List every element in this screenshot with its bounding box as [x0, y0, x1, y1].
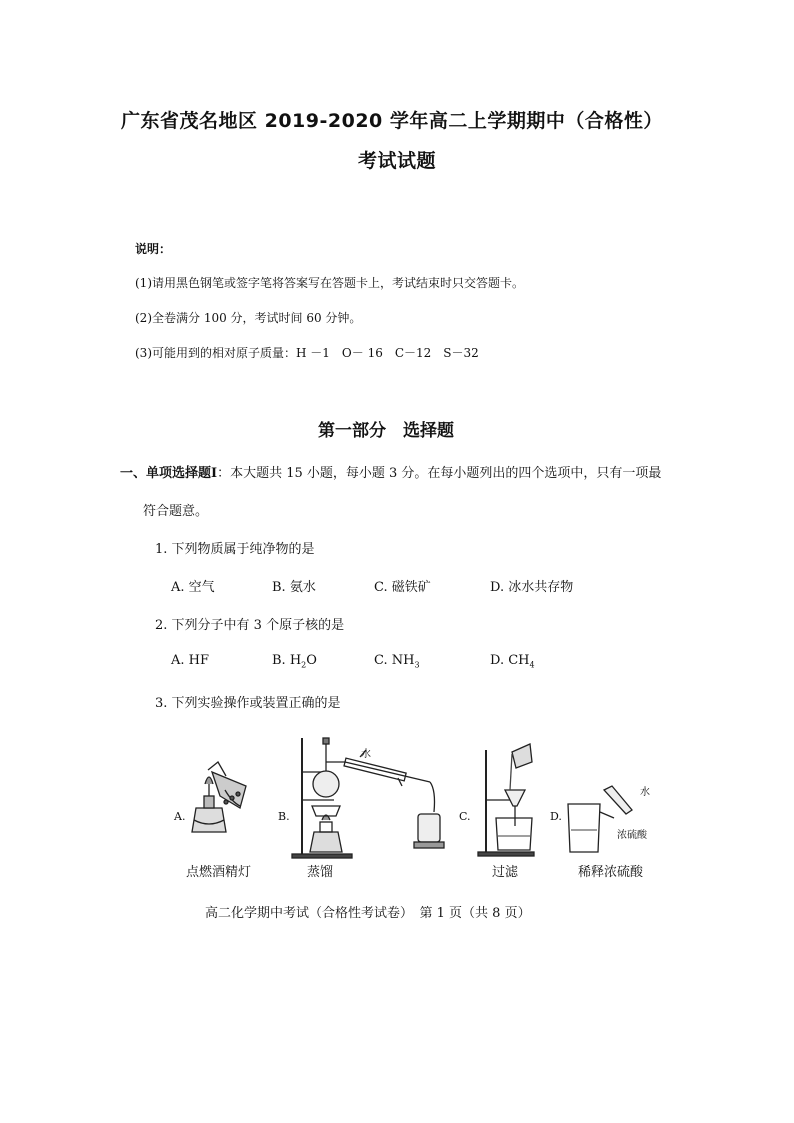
question-1-option-d: D. 冰水共存物 [490, 580, 574, 595]
panel-a-letter: A. [174, 810, 186, 823]
question-2-option-a: A. HF [171, 653, 210, 668]
page-title: 广东省茂名地区 2019-2020 学年高二上学期期中（合格性） [121, 110, 663, 132]
caption-a: 点燃酒精灯 [186, 865, 252, 880]
note-item-3: (3)可能用到的相对原子质量：H －1 O－ 16 C－12 S－32 [135, 346, 479, 360]
question-1-option-c: C. 磁铁矿 [374, 580, 431, 595]
panel-d-letter: D. [550, 810, 562, 823]
caption-b: 蒸馏 [307, 865, 334, 880]
page-subtitle: 考试试题 [358, 150, 437, 172]
caption-c: 过滤 [492, 865, 519, 880]
label-water-dilution: 水 [640, 787, 650, 798]
label-concentrated-acid: 浓硫酸 [617, 830, 647, 841]
question-3-stem: 3. 下列实验操作或装置正确的是 [155, 696, 341, 711]
alcohol-lamp-illustration [192, 762, 246, 832]
instruction-text: ：本大题共 15 小题，每小题 3 分。在每小题列出的四个选项中，只有一项最 [217, 466, 662, 481]
section-title: 第一部分 选择题 [318, 421, 454, 441]
instruction-label: 一、单项选择题Ⅰ [120, 466, 218, 481]
note-item-1: (1)请用黑色钢笔或签字笔将答案写在答题卡上，考试结束时只交答题卡。 [135, 276, 525, 290]
panel-c-letter: C. [459, 810, 471, 823]
dilution-illustration [568, 786, 632, 852]
note-item-2: (2)全卷满分 100 分，考试时间 60 分钟。 [135, 311, 362, 325]
label-water-distillation: 水 [361, 749, 371, 760]
question-2-option-b: B. $H_2O$ [272, 653, 317, 670]
notes-heading: 说明： [135, 242, 172, 256]
panel-b-letter: B. [278, 810, 290, 823]
page-footer: 高二化学期中考试（合格性考试卷） 第 1 页（共 8 页） [205, 906, 531, 921]
question-1-option-a: A. 空气 [171, 580, 215, 595]
question-1-option-b: B. 氨水 [272, 580, 316, 595]
filtration-illustration [478, 744, 534, 856]
question-1-stem: 1. 下列物质属于纯净物的是 [155, 542, 315, 557]
question-2-stem: 2. 下列分子中有 3 个原子核的是 [155, 618, 345, 633]
question-2-option-d: D. $CH_4$ [490, 653, 535, 670]
caption-d: 稀释浓硫酸 [578, 865, 644, 880]
question-2-option-c: C. $NH_3$ [374, 653, 420, 670]
section-instruction-cont: 符合题意。 [143, 504, 209, 519]
